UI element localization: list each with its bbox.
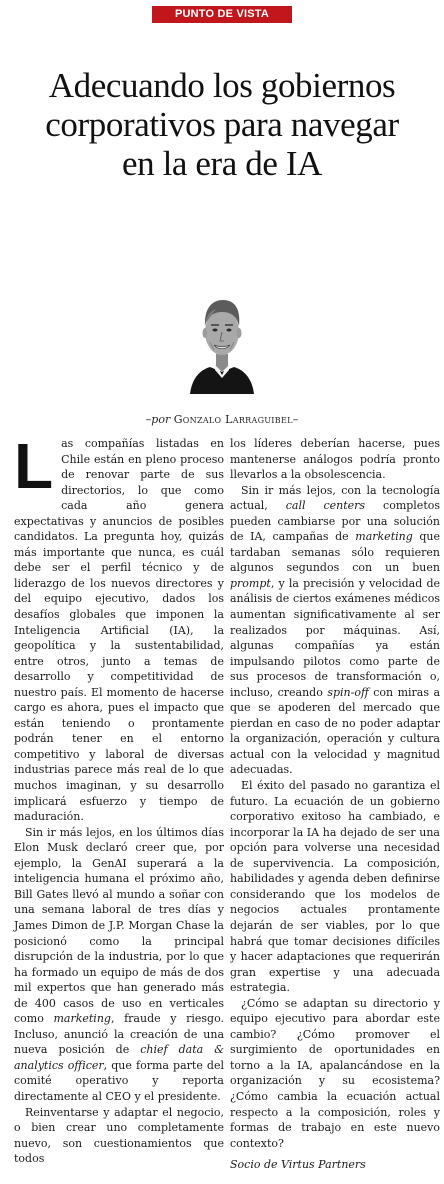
author-portrait bbox=[186, 290, 258, 394]
paragraph-3: Reinventarse y adaptar el negocio, o bien crear uno completamente nuevo, son cuestionamientos que todos bbox=[14, 1105, 224, 1166]
author-name: Gonzalo Larraguibel bbox=[173, 413, 293, 426]
section-kicker: PUNTO DE VISTA bbox=[152, 6, 292, 23]
portrait-drawing bbox=[190, 300, 254, 394]
paragraph-5: El éxito del pasado no garantiza el futuro. La ecuación de un gobierno corporativo exitoso ha cambiado, e incorporar la IA ha dejado de ser una opción para volverse una necesidad de supervivencia. La composición, habilidades y agenda deben definirse considerando que los modelos de negocios actuales prontamente dejarán de ser viables, por lo que habrá que tomar decisiones difíciles y hacer adaptaciones que requerirán gran expertise y una adecuada estrategia. bbox=[230, 779, 440, 995]
headline-line-1: Adecuando los gobiernos bbox=[48, 66, 396, 105]
article-column-left bbox=[14, 430, 224, 1167]
headline-line-2: corporativos para navegar bbox=[45, 105, 399, 144]
paragraph-2: Sin ir más lejos, en los últimos días Elon Musk declaró creer que, por ejemplo, la GenAI superará a la inteligencia humana el próximo año, Bill Gates llevó al mundo a soñar con una semana laboral de tres días y James Dimon de J.P. Morgan Chase la posicionó como la principal disrupción de la industria, por lo que ha formado un equipo de más de dos mil expertos que han generado más de 400 casos de uso en verticales como marketing, fraude y riesgo. Incluso, anunció la creación de una nueva posición de chief data & analytics officer, que forma parte del comité operativo y reporta directamente al CEO y el presidente. bbox=[14, 825, 224, 1103]
paragraph-4: Sin ir más lejos, con la tecnología actual, call centers completos pueden cambiarse por una solución de IA, campañas de marketing que tardaban semanas sólo requieren algunos segundos con un buen prompt, y la precisión y velocidad de análisis de ciertos exámenes médicos aumentan significativamente al ser realizados por máquinas. Así, algunas compañías ya están impulsando pilotos como parte de sus procesos de transformación o, incluso, creando spin-off con miras a que se apoderen del mercado que pierdan en caso de no poder adaptar la organización, operación y cultura actual con la velocidad y magnitud adecuadas. bbox=[230, 483, 441, 777]
author-signature: Socio de Virtus Partners bbox=[230, 1158, 366, 1172]
headline-line-3: en la era de IA bbox=[122, 144, 322, 183]
paragraph-continued: los líderes deberían hacerse, pues mantenerse análogos podría pronto llevarlos a la obsolescencia. bbox=[230, 437, 440, 482]
drop-cap: L bbox=[14, 430, 54, 502]
paragraph-6: ¿Cómo se adaptan su directorio y equipo ejecutivo para abordar este cambio? ¿Cómo promover el surgimiento de oportunidades en torno a la IA, apalancándose en la organización y su ecosistema? ¿Cómo cambia la ecuación actual respecto a la composición, roles y formas de trabajo en este nuevo contexto? bbox=[230, 996, 440, 1150]
paragraph-1: Las compañías listadas en Chile están en pleno proceso de renovar parte de sus directorios, lo que como cada año genera expectativas y anuncios de posibles candidatos. La pregunta hoy, quizás más importante que nunca, es cuál debe ser el perfil técnico y de liderazgo de los nuevos directores y del equipo ejecutivo, dados los desafíos globales que imponen la Inteligencia Artificial (IA), la geopolítica y la sustentabilidad, entre otros, junto a temas de desarrollo y competitividad de nuestro país. El momento de hacerse cargo es ahora, pues el impacto que están teniendo o prontamente podrán tener en el entorno competitivo y laboral de diversas industrias parece más real de lo que muchos imaginan, y su desarrollo implicará esfuerzo y tiempo de maduración. bbox=[14, 430, 224, 824]
byline bbox=[0, 413, 444, 427]
headline bbox=[0, 66, 444, 183]
article-column-right bbox=[230, 436, 440, 1173]
byline-prefix: –por bbox=[145, 413, 171, 426]
byline-suffix: – bbox=[292, 413, 299, 426]
